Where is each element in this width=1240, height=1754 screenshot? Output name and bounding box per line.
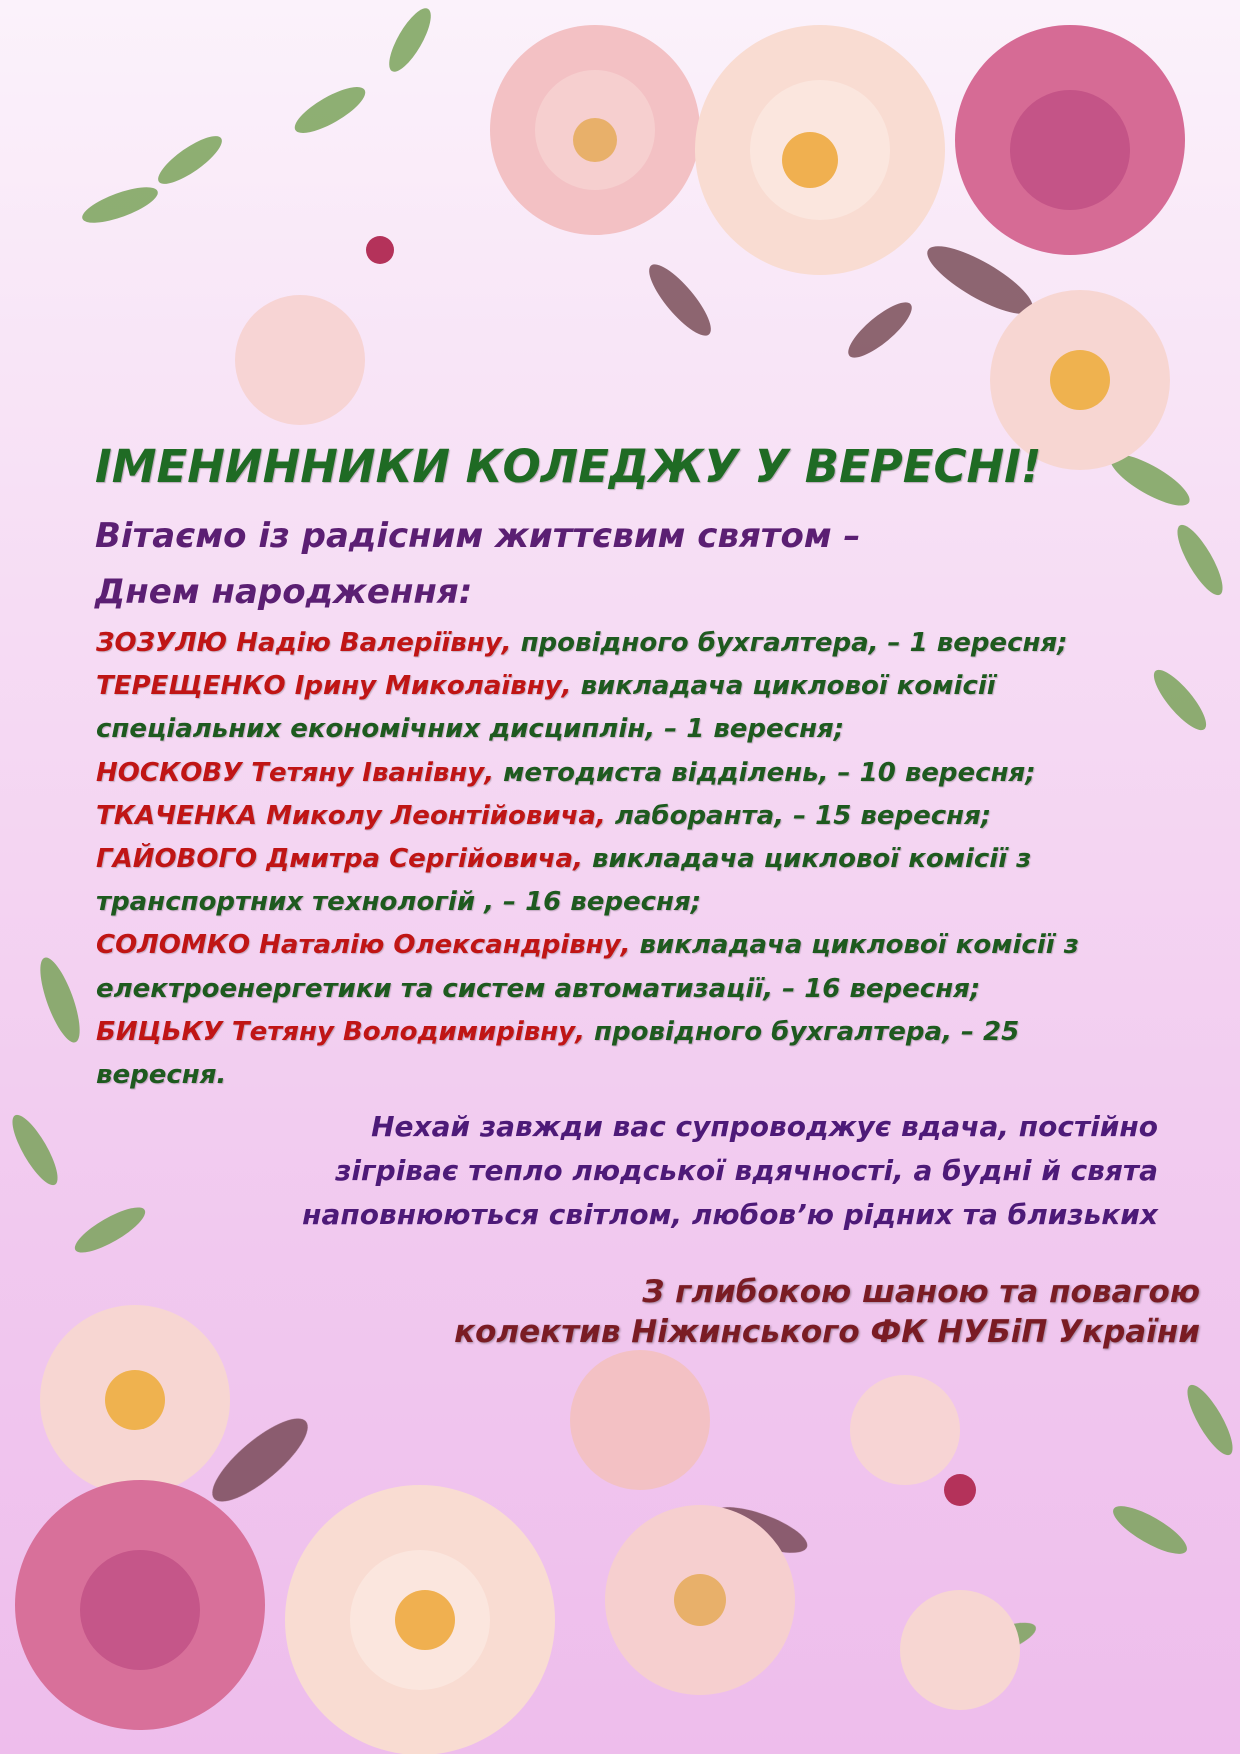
greeting-line: Днем народження: <box>95 572 473 612</box>
person-name: ГАЙОВОГО Дмитра Сергійовича, <box>96 844 583 875</box>
person-description: викладача циклової комісії спеціальних економічних дисциплін, – 1 вересня; <box>96 671 996 745</box>
person-name: ТКАЧЕНКА Миколу Леонтійовича, <box>96 800 606 831</box>
signature-line: З глибокою шаною та повагою <box>642 1274 1200 1310</box>
list-item <box>96 665 1136 751</box>
wish-line: Нехай завжди вас супроводжує вдача, постійно <box>371 1110 1158 1143</box>
person-name: ТЕРЕЩЕНКО Ірину Миколаївну, <box>96 671 572 702</box>
list-item <box>96 622 1136 665</box>
person-description: викладача циклової комісії з транспортних технологій , – 16 вересня; <box>96 844 1032 918</box>
list-item <box>96 838 1136 924</box>
greeting <box>95 508 860 620</box>
list-item <box>96 795 1136 838</box>
list-item <box>96 752 1136 795</box>
wish-line: зігріває тепло людської вдячності, а будні й свята <box>335 1154 1158 1187</box>
greeting-line: Вітаємо із радісним життєвим святом – <box>95 516 861 556</box>
signature <box>454 1272 1200 1352</box>
wish-text <box>302 1105 1158 1237</box>
page-title: ІМЕНИННИКИ КОЛЕДЖУ У ВЕРЕСНІ! <box>95 440 1042 493</box>
list-item <box>96 924 1136 1010</box>
person-description: методиста відділень, – 10 вересня; <box>494 757 1036 788</box>
person-description: лаборанта, – 15 вересня; <box>605 800 992 831</box>
person-name: ЗОЗУЛЮ Надію Валеріївну, <box>96 628 512 658</box>
person-name: НОСКОВУ Тетяну Іванівну, <box>96 757 495 788</box>
person-description: провідного бухгалтера, – 1 вересня; <box>511 628 1068 658</box>
birthday-list <box>96 622 1136 1097</box>
signature-line: колектив Ніжинського ФК НУБіП України <box>454 1314 1200 1350</box>
list-item <box>96 1011 1136 1097</box>
person-description: викладача циклової комісії з електроенергетики та систем автоматизації, – 16 вересня; <box>96 930 1079 1004</box>
person-description: провідного бухгалтера, – 25 вересня. <box>96 1016 1020 1091</box>
person-name: СОЛОМКО Наталію Олександрівну, <box>96 930 631 961</box>
wish-line: наповнюються світлом, любов’ю рідних та близьких <box>302 1198 1158 1231</box>
person-name: БИЦЬКУ Тетяну Володимирівну, <box>96 1016 585 1047</box>
